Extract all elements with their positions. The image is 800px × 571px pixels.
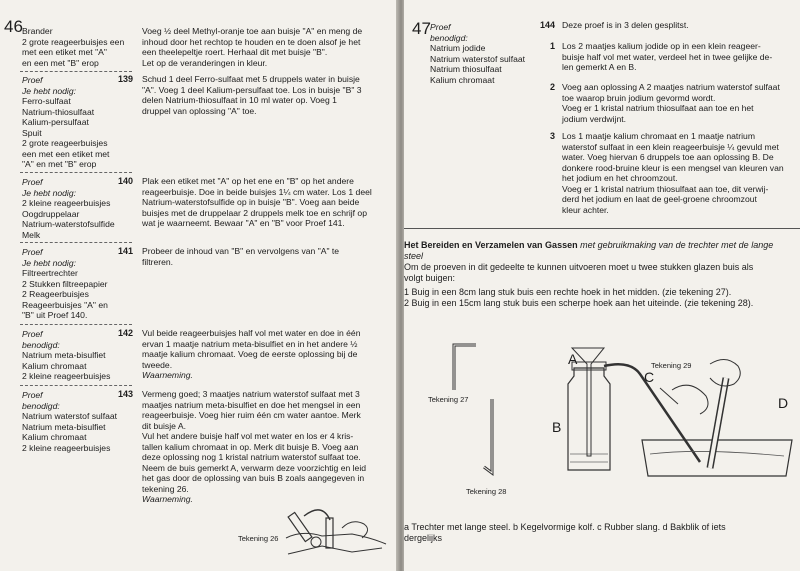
section-intro: Om de proeven in dit gedeelte te kunnen uitvoeren moet u twee stukken glazen buis als volgt buigen: bbox=[404, 262, 754, 283]
equipment-list: Brander 2 grote reageerbuisjes een met een etiket met "A" en een met "B" erop bbox=[22, 26, 125, 68]
divider bbox=[20, 71, 132, 72]
step-number: 3 bbox=[550, 131, 556, 141]
divider bbox=[20, 172, 132, 173]
left-page bbox=[0, 0, 398, 571]
instruction-text: Voeg ½ deel Methyl-oranje toe aan buisje "A" en meng de inhoud door het rechtop te houden en te doen alsof je het een theelepeltje roert. Herhaal dit met buisje "B". Let op de veranderingen in kleur. bbox=[142, 26, 363, 68]
label-d: D bbox=[778, 395, 789, 411]
drawing-27-bent-tube bbox=[444, 342, 484, 394]
experiment-144-materials: Proef benodigd: Natrium jodide Natrium waterstof sulfaat Natrium thiosulfaat Kalium chromaat bbox=[430, 22, 526, 85]
section-rule bbox=[404, 228, 800, 229]
step-number: 2 bbox=[550, 82, 556, 92]
section-heading: Het Bereiden en Verzamelen van Gassen met gebruikmaking van de trechter met de lange steel bbox=[404, 240, 774, 261]
experiment-139-text: Schud 1 deel Ferro-sulfaat met 5 druppels water in buisje "A". Voeg 1 deel Kalium-persulfaat toe. Los in buisje "B" 3 delen Natrium-thiosulfaat in 10 ml water op. Voeg 1 druppel van oplossing "A" toe. bbox=[142, 74, 362, 116]
experiment-140-text: Plak een etiket met "A" op het ene en "B" op het andere reageerbuisje. Doe in beide buisjes 1¼ cm water. Los 1 deel Natrium-waterstofsulfide op in buisje "B". Voeg aan beide buisjes met de druppelaar 2 druppels melk toe en schrijf op wat je waarneemt. Bewaar "A" en "B" voor Proef 141. bbox=[142, 176, 372, 228]
experiment-number: 141 bbox=[118, 246, 134, 256]
experiment-number: 139 bbox=[118, 74, 134, 84]
experiment-number: 142 bbox=[118, 328, 134, 338]
experiment-140-materials: Proef Je hebt nodig: 2 kleine reageerbuisjes Oogdruppelaar Natrium-waterstofsulfide Melk bbox=[22, 177, 115, 240]
experiment-number: 143 bbox=[118, 389, 134, 399]
figure-caption: Tekening 26 bbox=[238, 534, 279, 543]
page-number: 47 bbox=[412, 19, 431, 38]
divider bbox=[20, 324, 132, 325]
experiment-139-materials: Proef Je hebt nodig: Ferro-sulfaat Natrium-thiosulfaat Kalium-persulfaat Spuit 2 grote reageerbuisjes een met een etiket met "A" en met "B" erop bbox=[22, 75, 110, 169]
drawing-26-apparatus bbox=[282, 498, 390, 560]
figure-caption: Tekening 27 bbox=[428, 395, 469, 404]
label-c: C bbox=[644, 369, 655, 385]
label-b: B bbox=[552, 419, 562, 435]
step-number: 1 bbox=[550, 41, 556, 51]
drawing-28-sharp-bent-tube bbox=[476, 395, 500, 481]
label-a: A bbox=[568, 351, 578, 367]
step-2-text: Voeg aan oplossing A 2 maatjes natrium waterstof sulfaat toe waarop bruin jodium gevormd wordt. Voeg er 1 kristal natrium thiosulfaat aan toe en het jodium verdwijnt. bbox=[562, 82, 780, 124]
step-1-text: Los 2 maatjes kalium jodide op in een klein reageer- buisje half vol met water, verdeel het in twee gelijke de- len gemerkt A en B. bbox=[562, 41, 773, 72]
experiment-142-text: Vul beide reageerbuisjes half vol met water en doe in één ervan 1 maatje natrium meta-bisulfiet en in het andere ½ maatje kalium chromaat. Voeg de eerste oplossing bij de tweede. Waarneming. bbox=[142, 328, 361, 380]
experiment-number: 140 bbox=[118, 176, 134, 186]
experiment-141-text: Probeer de inhoud van "B" en vervolgens van "A" te filtreren. bbox=[142, 246, 340, 267]
figure-caption: Tekening 29 bbox=[651, 361, 692, 370]
divider bbox=[20, 242, 132, 243]
experiment-intro: Deze proef is in 3 delen gesplitst. bbox=[562, 20, 689, 30]
right-page bbox=[404, 0, 800, 571]
figure-caption: Tekening 28 bbox=[466, 487, 507, 496]
experiment-143-text: Vermeng goed; 3 maatjes natrium waterstof sulfaat met 3 maatjes natrium meta-bisulfiet en doe het mengsel in een reageerbuisje. Voeg hier ruim één cm water aantoe. Merk dit buisje A. Vul het andere buisje half vol met water en los er 4 kris- tallen kalium chromaat in op. Merk dit buisje B. Voeg aan deze oplossing nog 1 kristal natrium waterstof sulfaat toe. Neem de buis gemerkt A, verwarm deze voorzichtig en leid het gas door de oplossing van buis B zoals aangegeven in tekening 26. Waarneming. bbox=[142, 389, 367, 504]
divider bbox=[20, 385, 132, 386]
page-number: 46 bbox=[4, 17, 23, 36]
experiment-number: 144 bbox=[540, 20, 556, 30]
experiment-142-materials: Proef benodigd: Natrium meta-bisulfiet Kalium chromaat 2 kleine reageerbuisjes bbox=[22, 329, 111, 381]
step-3-text: Los 1 maatje kalium chromaat en 1 maatje natrium waterstof sulfaat in een klein reageerbuisje ¼ gevuld met water. Voeg hiervan 6 druppels toe aan oplossing B. De donkere rood-bruine kleur is een mengsel van kleuren van het jodium en het chroomzout. Voeg er 1 kristal natrium thiosulfaat aan toe, dit verwij- derd het jodium en laat de geel-groene chroomzout kleur achter. bbox=[562, 131, 784, 215]
section-steps: 1 Buig in een 8cm lang stuk buis een rechte hoek in het midden. (zie tekening 27). 2 Buig in een 15cm lang stuk buis een scherpe hoek aan het uiteinde. (zie tekening 28). bbox=[404, 287, 754, 308]
figure-legend: a Trechter met lange steel. b Kegelvormige kolf. c Rubber slang. d Bakblik of iets dergelijks bbox=[404, 522, 726, 543]
experiment-141-materials: Proef Je hebt nodig: Filtreertrechter 2 Stukken filtreepapier 2 Reageerbuisjes Reageerbuisjes "A" en "B" uit Proef 140. bbox=[22, 247, 108, 320]
experiment-143-materials: Proef benodigd: Natrium waterstof sulfaat Natrium meta-bisulfiet Kalium chromaat 2 kleine reageerbuisjes bbox=[22, 390, 118, 453]
